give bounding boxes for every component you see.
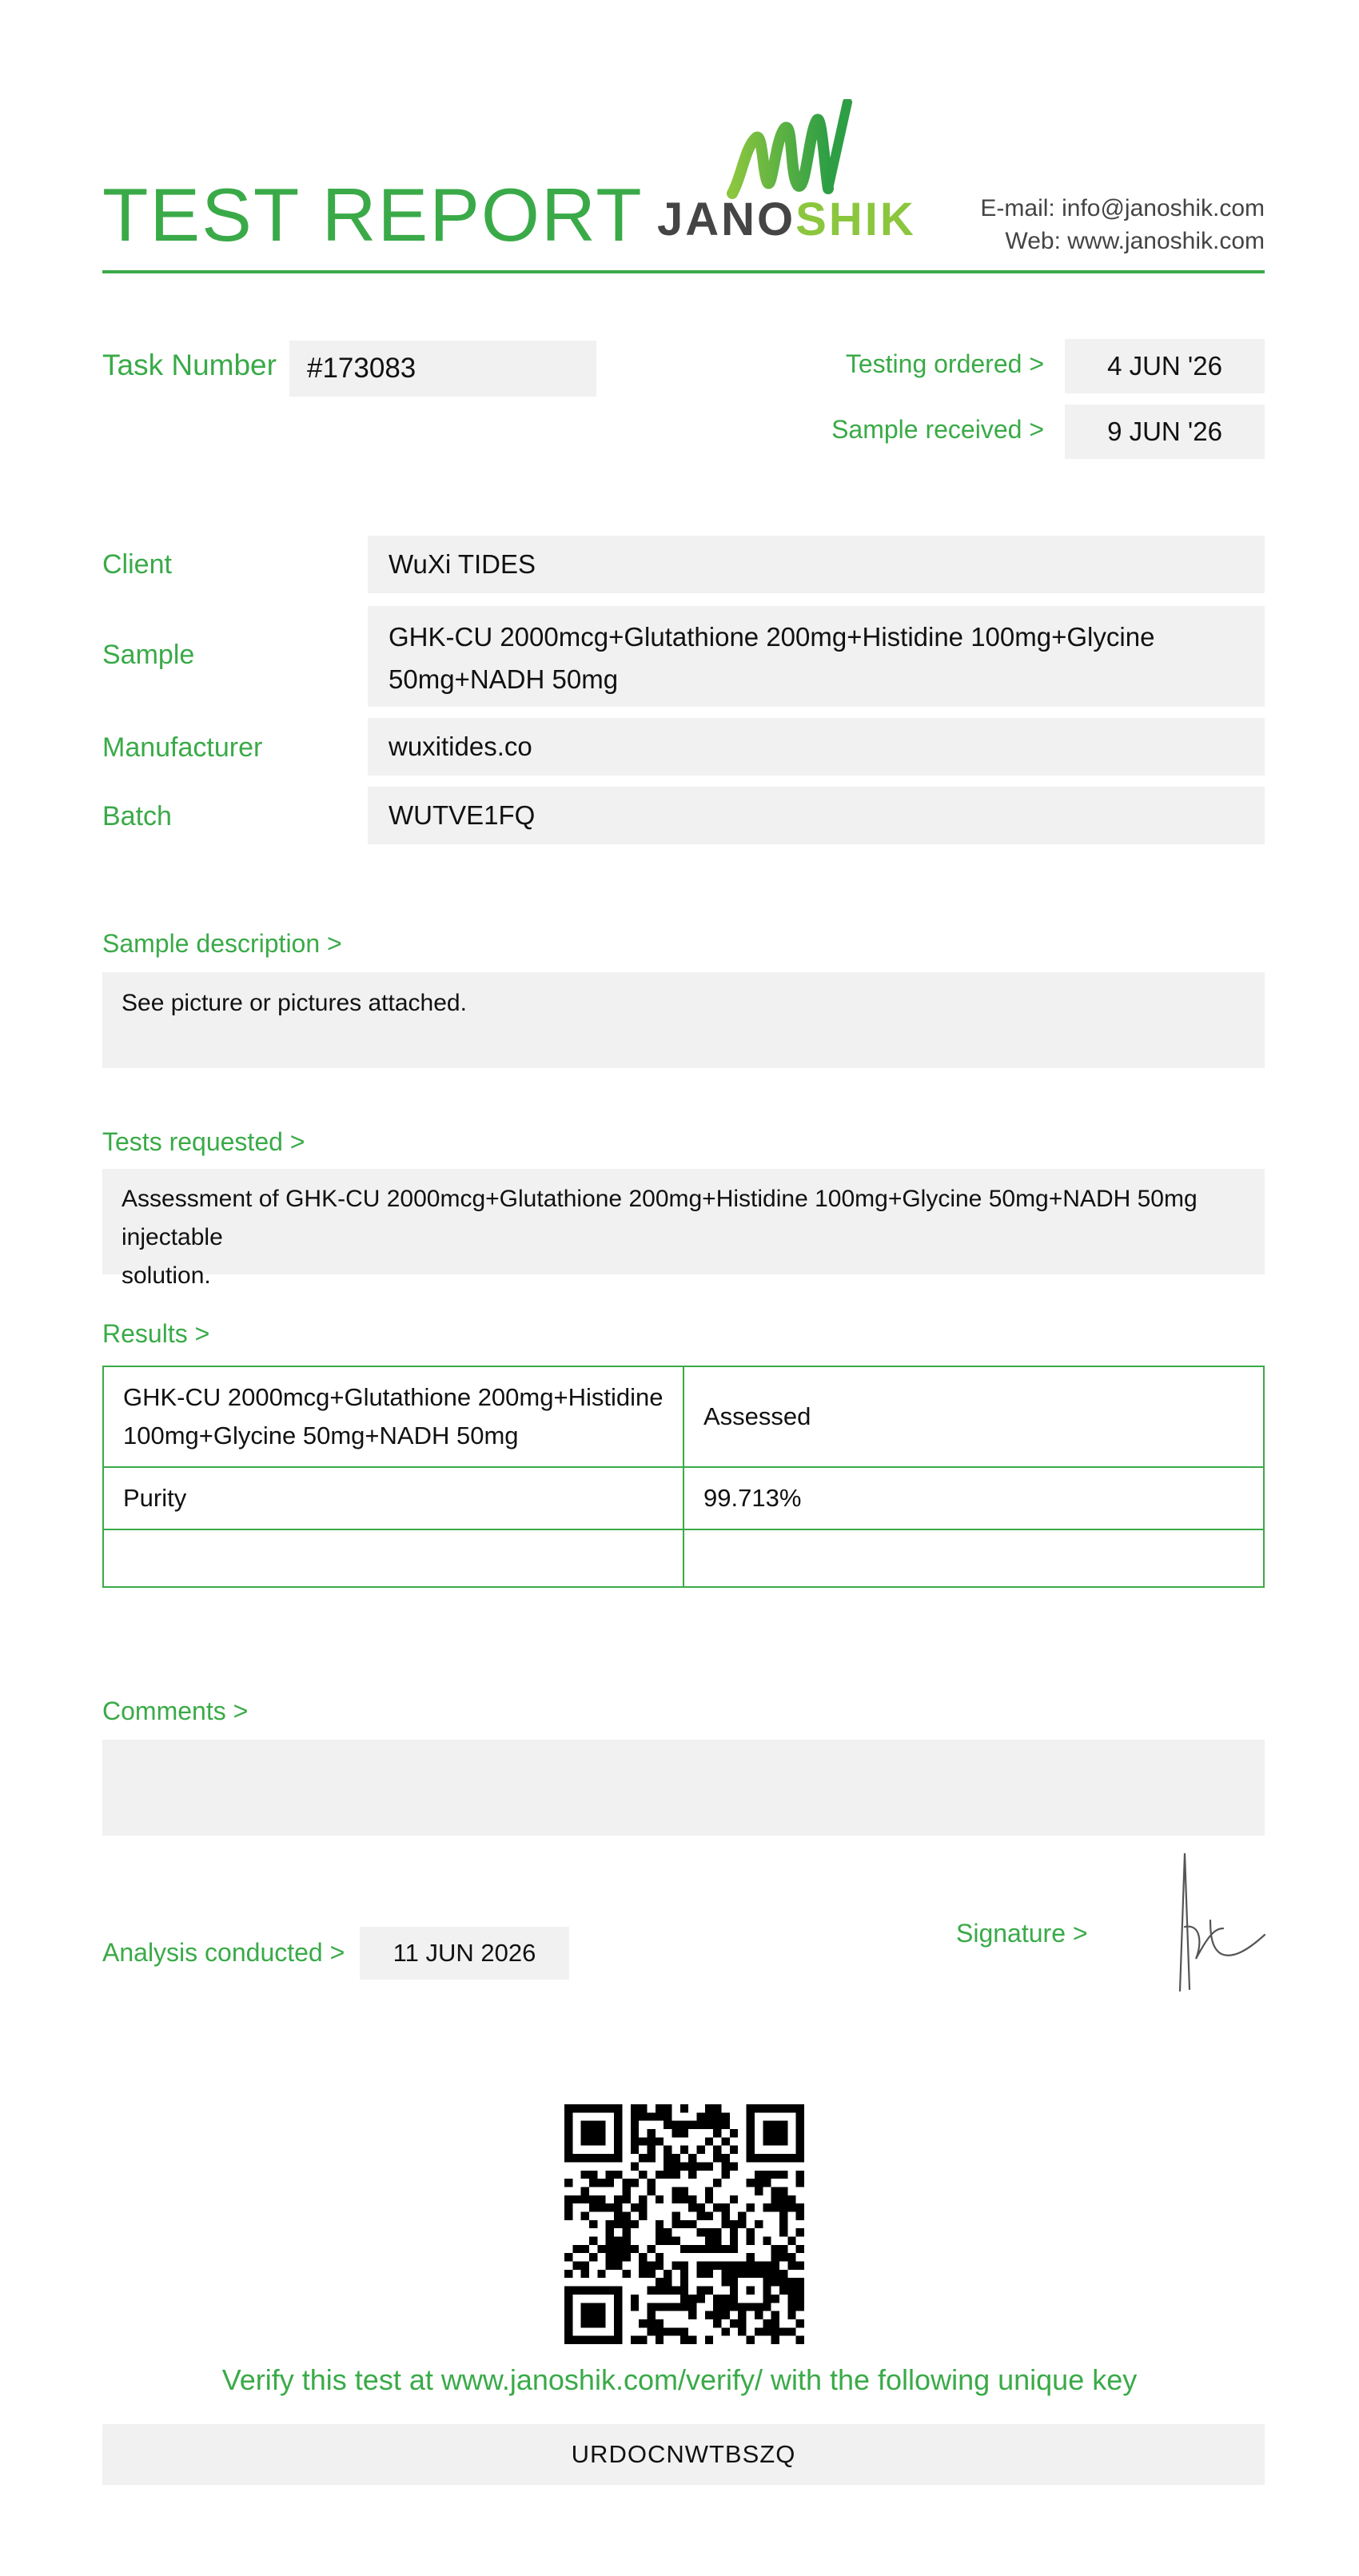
sample-value-line2: 50mg+NADH 50mg [389,664,619,694]
client-field [368,536,1265,593]
contact-web[interactable]: Web: www.janoshik.com [1005,228,1265,254]
results-cell [103,1467,683,1529]
results-cell [103,1366,683,1467]
tests-requested-line2: solution. [122,1262,211,1289]
manufacturer-field [368,718,1265,776]
results-cell [103,1529,683,1587]
results-cell [683,1366,1264,1467]
results-compound-line1: GHK-CU 2000mcg+Glutathione 200mg+Histidine [123,1383,664,1411]
report-title: TEST REPORT [102,173,644,257]
tests-requested-line1: Assessment of GHK-CU 2000mcg+Glutathione 200mg+Histidine 100mg+Glycine 50mg+NADH 50mg injectable [122,1186,1198,1250]
testing-ordered-value: 4 JUN '26 [1107,351,1222,381]
results-cell [683,1467,1264,1529]
table-row [103,1467,1264,1529]
table-row [103,1366,1264,1467]
comments-field [102,1740,1265,1836]
janoshik-logo-icon [726,99,854,203]
manufacturer-label: Manufacturer [102,732,263,763]
sample-field [368,606,1265,707]
contact-email[interactable]: E-mail: info@janoshik.com [980,195,1265,221]
signature-label: Signature > [956,1919,1088,1948]
sample-description-text: See picture or pictures attached. [122,990,467,1016]
tests-requested-label: Tests requested > [102,1127,305,1156]
batch-field [368,787,1265,844]
results-assessed-value: Assessed [703,1402,811,1430]
tests-requested-field [102,1169,1265,1289]
contact-block [980,192,1265,257]
manufacturer-value: wuxitides.co [389,732,532,761]
analysis-conducted-value: 11 JUN 2026 [393,1939,536,1967]
sample-received-field [1065,405,1265,459]
sample-received-label: Sample received > [831,415,1044,444]
task-number-field [289,341,596,397]
sample-received-value: 9 JUN '26 [1107,417,1222,446]
verify-instruction: Verify this test at www.janoshik.com/verify/ with the following unique key [221,2363,1138,2396]
results-label: Results > [102,1319,210,1348]
sample-value-line1: GHK-CU 2000mcg+Glutathione 200mg+Histidine 100mg+Glycine [389,622,1155,652]
task-number-value: #173083 [307,353,416,384]
verify-key-value: URDOCNWTBSZQ [571,2440,796,2468]
table-row [103,1529,1264,1587]
signature-icon [1153,1847,1273,1999]
results-purity-label: Purity [123,1484,187,1512]
janoshik-logo-text [657,193,916,245]
header-divider [102,270,1265,273]
results-purity-value: 99.713% [703,1484,802,1512]
verify-key-field[interactable] [102,2424,1265,2485]
logo-text-part1: JANO [657,193,796,245]
analysis-conducted-label: Analysis conducted > [102,1938,345,1967]
testing-ordered-field [1065,339,1265,393]
batch-label: Batch [102,801,172,831]
client-label: Client [102,549,172,580]
results-cell [683,1529,1264,1587]
sample-label: Sample [102,640,195,670]
client-value: WuXi TIDES [389,549,536,579]
sample-description-label: Sample description > [102,929,342,958]
logo-text-part2: SHIK [795,193,916,245]
testing-ordered-label: Testing ordered > [845,349,1044,378]
results-table [102,1366,1265,1588]
task-number-label: Task Number [102,349,277,381]
verification-qr-code-icon[interactable] [564,2104,804,2344]
batch-value: WUTVE1FQ [389,800,536,830]
analysis-conducted-field [360,1927,569,1980]
results-compound-line2: 100mg+Glycine 50mg+NADH 50mg [123,1422,519,1449]
comments-label: Comments > [102,1697,249,1725]
sample-description-field [102,972,1265,1068]
